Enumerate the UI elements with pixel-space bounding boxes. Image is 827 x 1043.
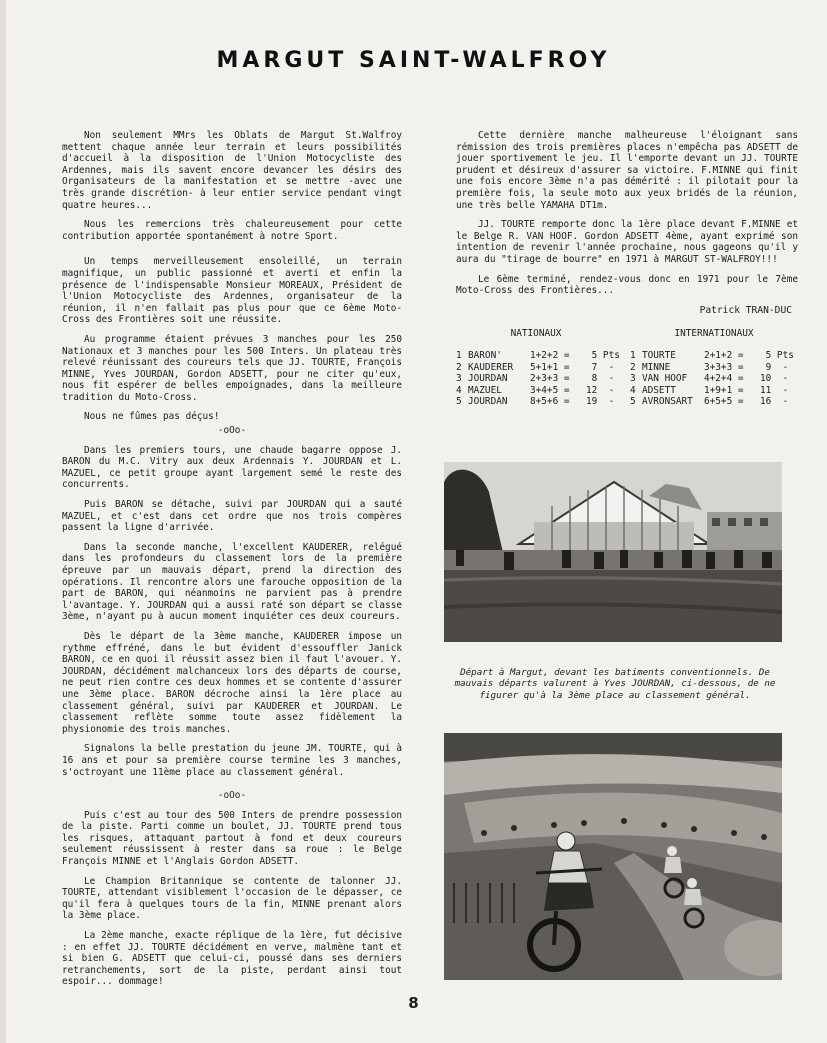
result-rank: 4 [630,384,636,396]
result-row [456,349,620,362]
results-heading: NATIONAUX [510,328,562,340]
rider-name: AVRONSART [642,396,693,408]
rider-name: KAUDERER [468,361,514,373]
result-points: 9 - [760,361,789,373]
rider-illustration [444,733,782,980]
result-rank: 4 [456,384,462,396]
results-nationaux [456,328,620,408]
result-score: 2+1+2 = [704,349,744,361]
paragraph: Le 6ème terminé, rendez-vous donc en 1971 pour le 7ème Moto-Cross des Frontières... [456,273,798,297]
left-column [62,130,402,996]
result-score: 6+5+5 = [704,396,744,408]
result-row [630,350,798,362]
paragraph: Nous ne fûmes pas déçus! [84,411,220,423]
result-points: 7 - [586,361,615,373]
paragraph: Dès le départ de la 3ème manche, KAUDERER impose un rythme effréné, dans le but évident d'essouffler Janick BARON, ce en quoi il réussit assez bien il faut l'avouer. Y. JOURDAN, décidément malchanceux lors des départs de course, ne peut rien contre ces deux hommes et se contente d'assurer une 3ème place. BARON décroche ainsi la 1ère place au classement général, suivi par KAUDERER et JOURDAN. Le classement reflète somme toute assez fidèlement la physionomie des trois manches. [62,630,402,735]
paragraph: Au programme étaient prévues 3 manches pour les 250 Nationaux et 3 manches pour les 500 Inters. Un plateau très relevé réunissant des coureurs tels que JJ. TOURTE, François MINNE, Yves JOURDAN, Gordon ADSETT, pour ne citer qu'eux, nous fit espérer de belles empoignades, dans la meilleure tradition du Moto-Cross. [62,333,402,403]
result-row [456,396,616,408]
section-separator: -oOo- [217,790,247,802]
result-rank: 2 [630,361,636,373]
result-points: 5 Pts [760,349,794,361]
author-signature: Patrick TRAN-DUC [699,304,792,316]
paragraph: Puis c'est au tour des 500 Inters de prendre possession de la piste. Parti comme un boulet, JJ. TOURTE prend tous les risques, attaquant partout à fond et deux coureurs seulement réussissent à rester dans sa roue : le Belge François MINNE et l'Anglais Gordon ADSETT. [62,809,402,868]
result-score: 5+1+1 = [530,361,570,373]
paragraph: La 2ème manche, exacte réplique de la 1ère, fut décisive : en effet JJ. TOURTE décidément en verve, malmène tant et si bien G. ADSETT que celui-ci, poussé dans ses derniers retranchements, sort de la piste, perdant ainsi tout espoir... dommage! [62,930,402,988]
page-title: MARGUT SAINT-WALFROY [216,48,611,73]
result-score: 4+2+4 = [704,373,744,385]
result-row [630,362,798,374]
start-line-illustration [444,462,782,642]
paragraph: Nous les remercions très chaleureusement pour cette contribution apportée spontanément à notre Sport. [62,219,402,242]
rider-name: MAZUEL [468,384,502,396]
result-row [630,385,798,397]
section-separator: -oOo- [217,425,247,437]
rider-name: MINNE [642,361,671,373]
result-score: 3+3+3 = [704,361,744,373]
paragraph: Un temps merveilleusement ensoleillé, un terrain magnifique, un public passionné et averti et enfin la présence de l'indispensable Monsieur MOREAUX, Président de l'Union Motocycliste des Ardennes, organisateur de la réunion, il n'en fallait pas plus pour que ce 6ème Moto-Cross des Frontières soit une réussite. [62,256,402,326]
result-points: 12 - [586,384,615,396]
result-rank: 1 [456,349,462,361]
rider-name: BARON' [468,349,502,361]
paragraph: Signalons la belle prestation du jeune JM. TOURTE, qui à 16 ans et pour sa première course termine les 3 manches, s'octroyant une 11ème place au classement général. [62,743,402,778]
rider-photo [444,733,782,980]
result-points: 11 - [760,384,789,396]
result-points: 10 - [760,373,789,385]
page-number: 8 [408,994,419,1012]
result-points: 8 - [586,373,615,385]
results-tables [456,328,798,408]
rider-name: JOURDAN [468,373,508,385]
result-row [630,373,798,385]
result-row [630,396,798,408]
result-row [456,385,616,397]
paragraph: Dans la seconde manche, l'excellent KAUDERER, relégué dans les profondeurs du classement lors de la première épreuve par un mauvais départ, prend la direction des opérations. Il rencontre alors une farouche opposition de la part de BARON, qui néanmoins ne parvient pas à prendre l'avantage. Y. JOURDAN qui a aussi raté son départ se classe 3ème, n'ayant pu à aucun moment inquiéter ces deux coureurs. [62,541,402,623]
result-points: 16 - [760,396,789,408]
photo-caption: Départ à Margut, devant les batiments conventionnels. De mauvais départs valurent à Yves JOURDAN, ci-dessous, de ne figurer qu'à la 3ème place au classement général. [454,667,776,701]
results-internationaux [630,328,798,408]
paragraph: Dans les premiers tours, une chaude bagarre oppose J. BARON du M.C. Vitry aux deux Ardennais Y. JOURDAN et L. MAZUEL, ce petit groupe ayant largement semé le reste des concurrents. [62,444,402,491]
result-rank: 3 [456,373,462,385]
result-score: 3+4+5 = [530,384,570,396]
paragraph: JJ. TOURTE remporte donc la 1ère place devant F.MINNE et le Belge R. VAN HOOF. Gordon ADSETT 4ème, ayant exprimé son intention de revenir l'année prochaine, nous gageons qu'il y aura du "tirage de bourre" en 1971 à MARGUT ST-WALFROY!!! [456,219,798,265]
right-column [456,130,798,408]
paragraph: Non seulement MMrs les Oblats de Margut St.Walfroy mettent chaque année leur terrain et leurs possibilités d'accueil à la disposition de l'Union Motocycliste des Ardennes, mais ils savent encore devancer les désirs des Organisateurs de la manifestation et se mettre -avec une très grande discrétion- à leur entier service pendant vingt quatre heures... [62,130,402,211]
rider-name: JOURDAN [468,396,508,408]
result-score: 1+9+1 = [704,384,744,396]
result-rank: 2 [456,361,462,373]
rider-name: ADSETT [642,384,676,396]
paragraph: Cette dernière manche malheureuse l'éloignant sans rémission des trois premières places n'empêcha pas ADSETT de jouer sportivement le jeu. Il l'emporte devant un JJ. TOURTE prudent et désireux d'assurer sa victoire. F.MINNE qui finit une fois encore 3ème n'a pas démérité : il pilotait pour la première fois, la seule moto aux yeux bridés de la réunion, une très belle YAMAHA DT1m. [456,130,798,211]
results-heading: INTERNATIONAUX [674,328,754,340]
result-score: 8+5+6 = [530,396,570,408]
paragraph: Puis BARON se détache, suivi par JOURDAN qui a sauté MAZUEL, et c'est dans cet ordre que nos trois compères passent la ligne d'arrivée. [62,499,402,534]
rider-name: TOURTE [642,349,676,361]
result-row [456,362,616,374]
paragraph: Le Champion Britannique se contente de talonner JJ. TOURTE, attendant visiblement l'occasion de le dépasser, ce qu'il fera à quelques tours de la fin, MINNE prenant alors la 3ème place. [62,875,402,922]
rider-name: VAN HOOF [642,373,688,385]
result-rank: 3 [630,373,636,385]
result-score: 1+2+2 = [530,349,570,361]
result-row [456,373,616,385]
result-rank: 5 [456,396,462,408]
result-score: 2+3+3 = [530,373,570,385]
result-points: 5 Pts [586,349,620,361]
start-line-photo [444,462,782,642]
result-rank: 5 [630,396,636,408]
result-points: 19 - [586,396,615,408]
page-edge [0,0,6,1043]
result-rank: 1 [630,349,636,361]
